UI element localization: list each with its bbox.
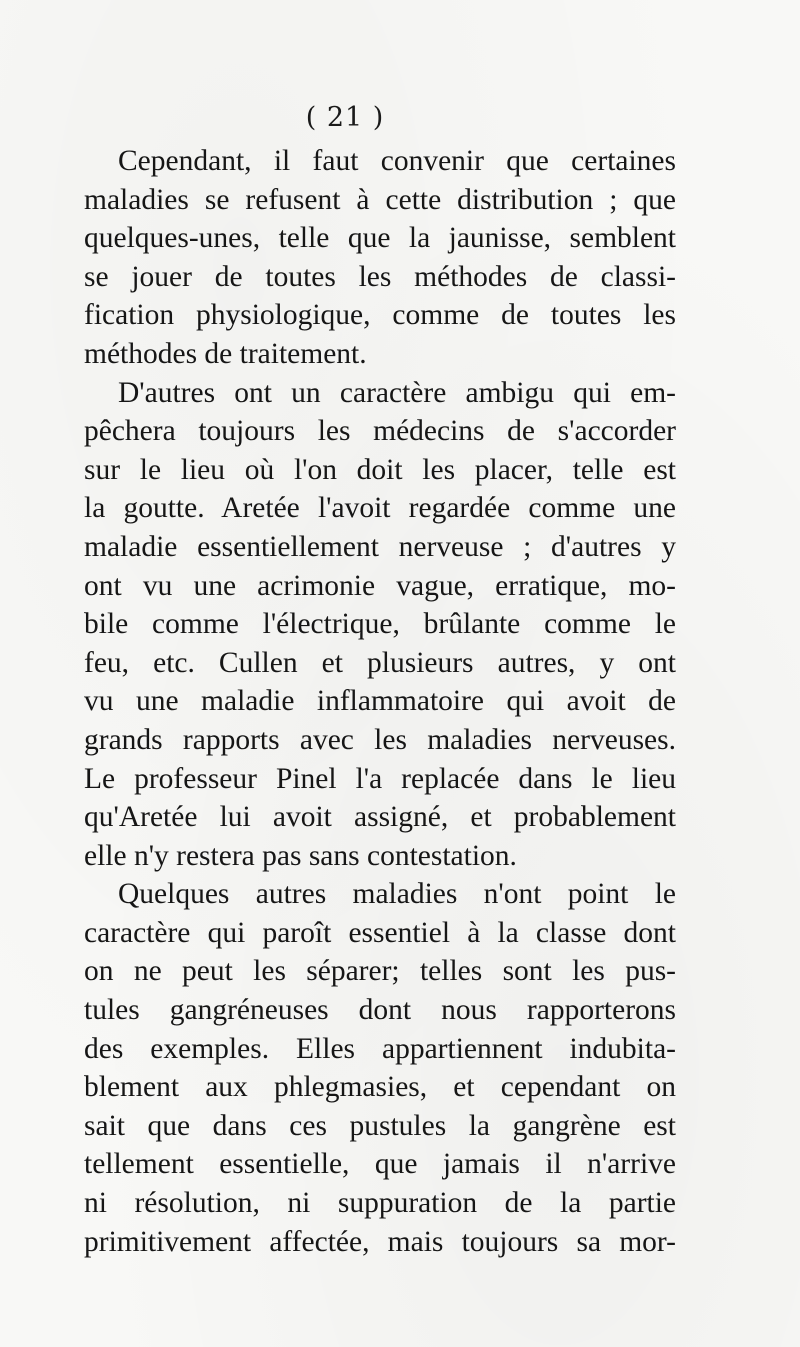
text-line: blement aux phlegmasies, et cependant on (84, 1071, 676, 1104)
text-line: elle n'y restera pas sans contestation. (84, 839, 517, 872)
page-number: ( 21 ) (305, 102, 385, 133)
text-line: Le professeur Pinel l'a replacée dans le lieu (84, 762, 676, 795)
paragraph-2 (84, 374, 676, 876)
text-line: Quelques autres maladies n'ont point le (118, 878, 676, 911)
text-line: quelques-unes, telle que la jaunisse, semblent (84, 222, 676, 255)
text-line: sait que dans ces pustules la gangrène est (84, 1109, 676, 1142)
paragraph-1 (84, 142, 676, 374)
body-text (84, 142, 676, 1261)
text-line: bile comme l'électrique, brûlante comme le (84, 608, 676, 641)
text-line: feu, etc. Cullen et plusieurs autres, y ont (84, 646, 676, 679)
text-line: qu'Aretée lui avoit assigné, et probablement (84, 801, 676, 834)
text-line: fication physiologique, comme de toutes les (84, 299, 676, 332)
text-line: des exemples. Elles appartiennent indubita- (84, 1032, 676, 1065)
text-line: la goutte. Aretée l'avoit regardée comme une (84, 492, 676, 525)
text-line: vu une maladie inflammatoire qui avoit de (84, 685, 676, 718)
text-line: D'autres ont un caractère ambigu qui em- (118, 376, 676, 409)
text-line: méthodes de traitement. (84, 337, 367, 370)
text-line: caractère qui paroît essentiel à la classe dont (84, 916, 676, 949)
text-line: tules gangréneuses dont nous rapporterons (84, 994, 676, 1027)
text-line: on ne peut les séparer; telles sont les pus- (84, 955, 676, 988)
text-line: tellement essentielle, que jamais il n'arrive (84, 1148, 676, 1181)
text-line: ont vu une acrimonie vague, erratique, mo- (84, 569, 676, 602)
text-line: maladies se refusent à cette distribution ; que (84, 183, 676, 216)
text-line: primitivement affectée, mais toujours sa mor- (84, 1225, 676, 1258)
text-line: sur le lieu où l'on doit les placer, telle est (84, 453, 676, 486)
paragraph-3 (84, 875, 676, 1261)
text-line: ni résolution, ni suppuration de la partie (84, 1187, 676, 1220)
text-line: pêchera toujours les médecins de s'accorder (84, 415, 676, 448)
text-line: maladie essentiellement nerveuse ; d'autres y (84, 530, 676, 563)
text-line: grands rapports avec les maladies nerveuses. (84, 723, 676, 756)
text-line: se jouer de toutes les méthodes de classi- (84, 260, 676, 293)
text-line: Cependant, il faut convenir que certaines (118, 145, 676, 177)
